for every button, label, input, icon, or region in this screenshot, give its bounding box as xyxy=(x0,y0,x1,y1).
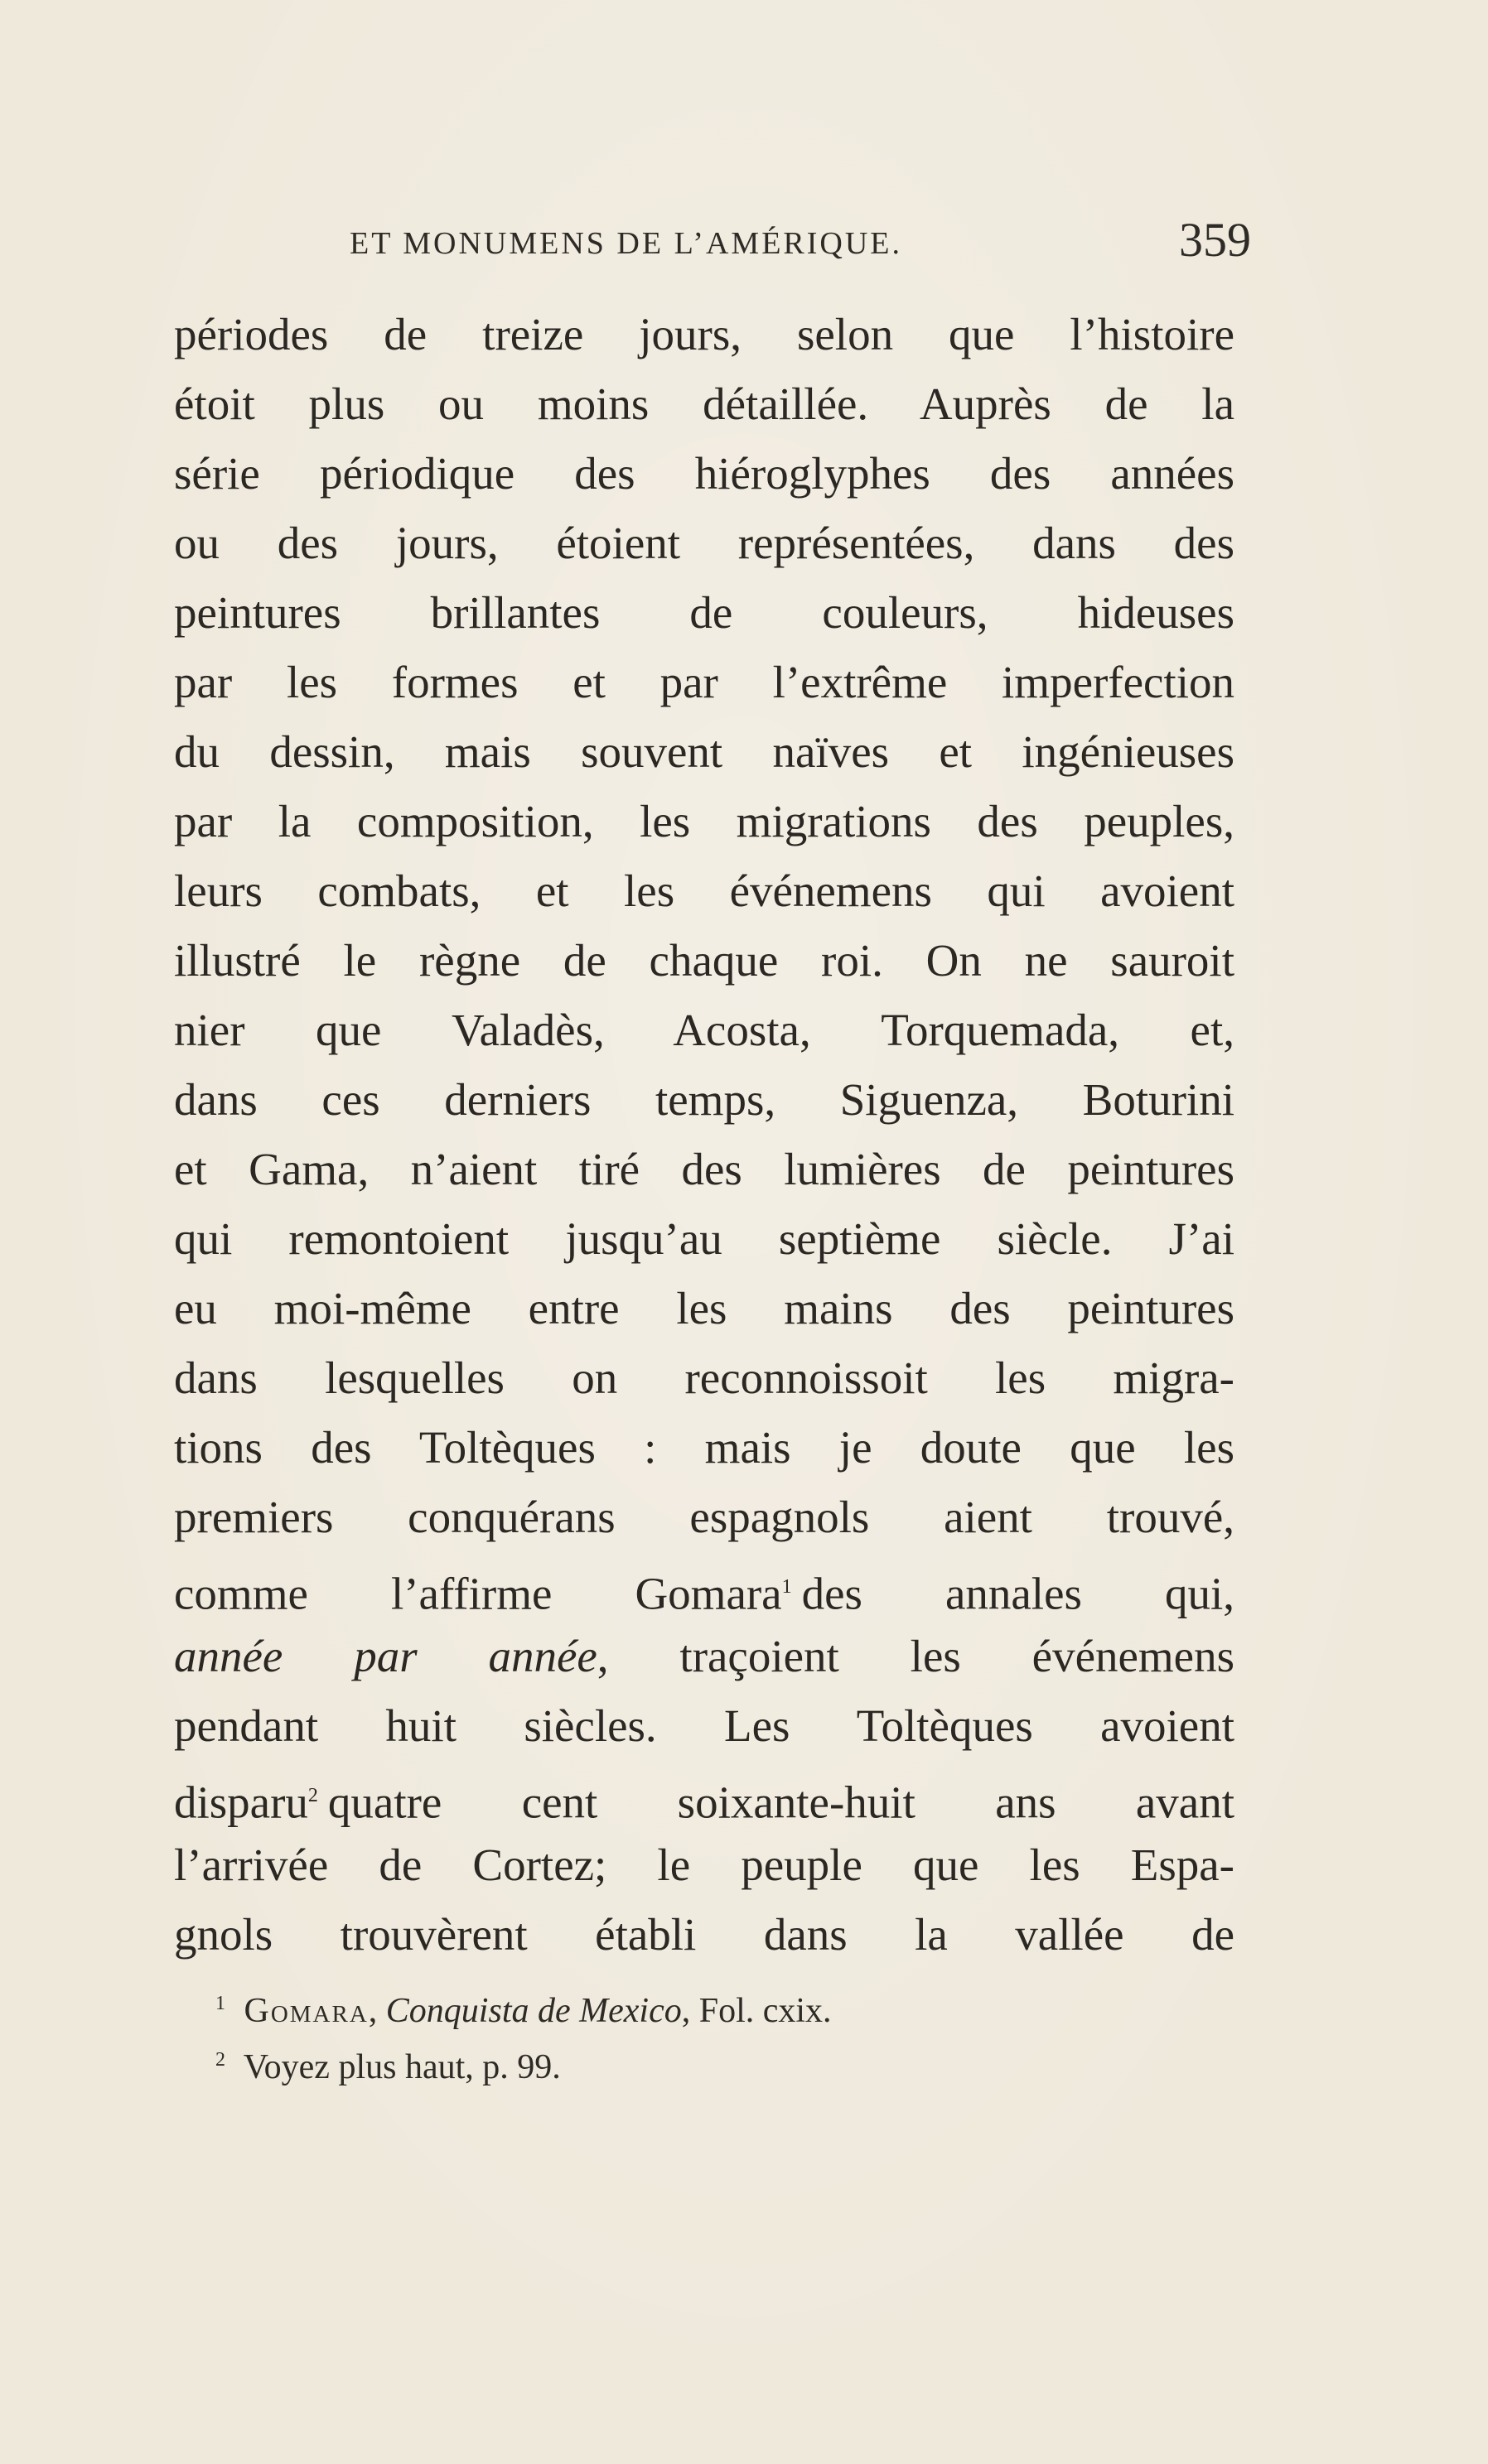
text-line: ou des jours, étoient représentées, dans des xyxy=(174,518,1234,568)
footnotes xyxy=(215,1975,1210,2088)
page-number: 359 xyxy=(1179,213,1251,267)
footnote-mark: 1 xyxy=(215,1993,225,2014)
text-fragment: des annales qui, xyxy=(801,1568,1234,1619)
text-line-with-italic xyxy=(174,1622,1234,1691)
text-line: nier que Valadès, Acosta, Torquemada, et, xyxy=(174,1005,1234,1055)
text-line: tions des Toltèques : mais je doute que les xyxy=(174,1422,1234,1473)
text-fragment: , traçoient les événemens xyxy=(597,1631,1234,1681)
text-line: premiers conquérans espagnols aient trouvé, xyxy=(174,1492,1234,1542)
text-line: série périodique des hiéroglyphes des années xyxy=(174,448,1234,499)
text-line: peintures brillantes de couleurs, hideuses xyxy=(174,587,1234,638)
text-fragment: quatre cent soixante-huit ans avant xyxy=(327,1777,1234,1828)
footnote-title: Conquista de Mexico xyxy=(385,1992,682,2030)
text-line: pendant huit siècles. Les Toltèques avoient xyxy=(174,1700,1234,1751)
text-line: étoit plus ou moins détaillée. Auprès de la xyxy=(174,379,1234,429)
text-line: et Gama, n’aient tiré des lumières de peintures xyxy=(174,1144,1234,1194)
text-line: dans ces derniers temps, Siguenza, Boturini xyxy=(174,1074,1234,1125)
text-line: qui remontoient jusqu’au septième siècle. J’ai xyxy=(174,1213,1234,1264)
text-line: leurs combats, et les événemens qui avoient xyxy=(174,866,1234,916)
text-fragment: comme l’affirme Gomara xyxy=(174,1568,782,1619)
text-line: l’arrivée de Cortez; le peuple que les Espa- xyxy=(174,1840,1234,1890)
italic-fragment: année par année xyxy=(174,1631,597,1681)
text-line: eu moi-même entre les mains des peintures xyxy=(174,1283,1234,1333)
text-line: illustré le règne de chaque roi. On ne sauroit xyxy=(174,935,1234,986)
footnote-text: Voyez plus haut, p. 99. xyxy=(243,2048,561,2086)
page-header xyxy=(174,213,1251,283)
text-line: dans lesquelles on reconnoissoit les migra- xyxy=(174,1353,1234,1403)
text-fragment: disparu xyxy=(174,1777,308,1828)
footnote-2 xyxy=(215,2032,1210,2088)
text-line: gnols trouvèrent établi dans la vallée de xyxy=(174,1909,1234,1960)
footnote-ref: Fol. cxix. xyxy=(698,1992,832,2030)
text-line: par la composition, les migrations des peuples, xyxy=(174,796,1234,846)
note-mark: 2 xyxy=(307,1785,318,1806)
note-mark: 1 xyxy=(781,1576,792,1598)
text-line-with-note xyxy=(174,1761,1234,1830)
main-text xyxy=(174,300,1234,1970)
footnote-author: Gomara xyxy=(244,1992,369,2030)
text-line: par les formes et par l’extrême imperfection xyxy=(174,657,1234,707)
footnote-1: $^1$ Gomara, Conquista de Mexico, Fol. cxix. xyxy=(215,1992,832,2030)
running-head: ET MONUMENS DE L’AMÉRIQUE. xyxy=(350,226,902,261)
footnote-mark: 2 xyxy=(215,2049,225,2071)
text-line: périodes de treize jours, selon que l’histoire xyxy=(174,309,1234,359)
text-line-with-note xyxy=(174,1552,1234,1622)
text-line: du dessin, mais souvent naïves et ingénieuses xyxy=(174,726,1234,777)
